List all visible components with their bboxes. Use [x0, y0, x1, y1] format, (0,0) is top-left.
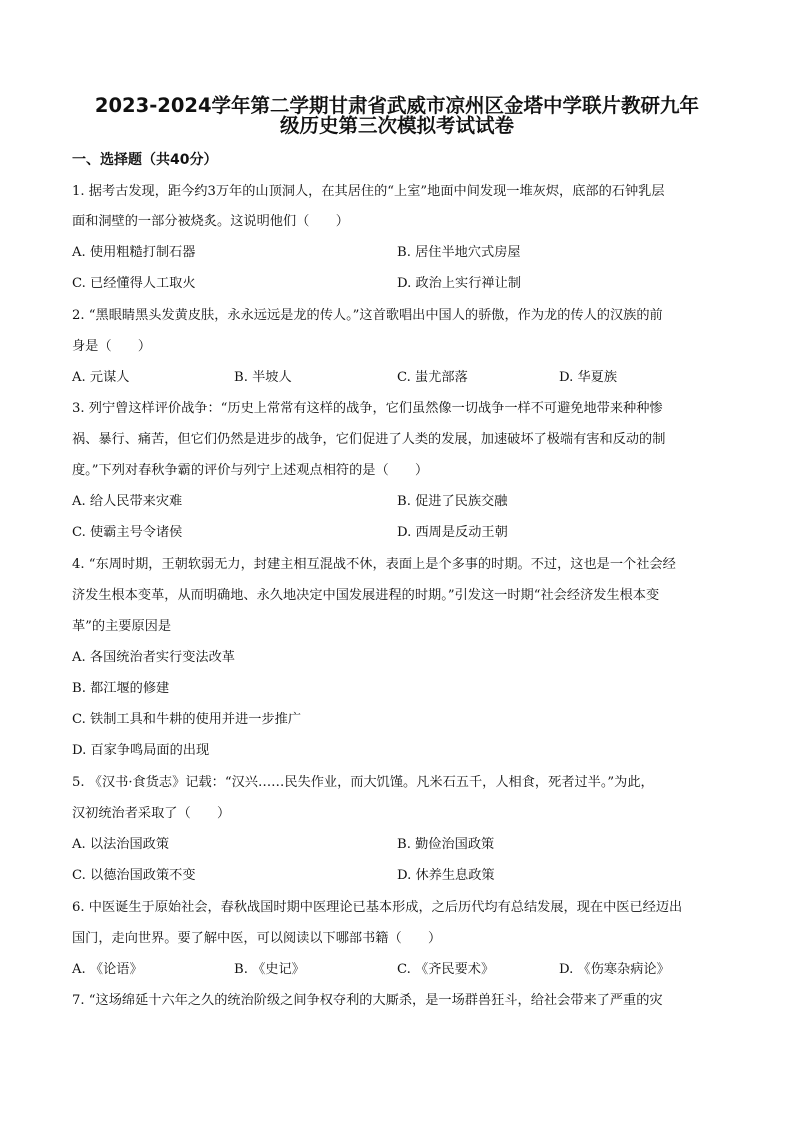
question-4-stem-line-1: 4. “东周时期，王朝软弱无力，封建主相互混战不休，表面上是个多事的时期。不过，这也是一个社会经: [72, 557, 676, 572]
section-heading: 一、选择题（共40分）: [72, 152, 218, 168]
question-6-option-a: A. 《论语》: [72, 962, 143, 977]
question-6-stem-line-1: 6. 中医诞生于原始社会，春秋战国时期中医理论已基本形成，之后历代均有总结发展，现在中医已经迈出: [72, 900, 683, 915]
question-6-option-d: D. 《伤寒杂病论》: [559, 962, 670, 977]
question-4-stem-line-3: 革”的主要原因是: [72, 619, 172, 634]
question-5-stem-line-2: 汉初统治者采取了（ ）: [72, 806, 231, 821]
question-4-option-d: D. 百家争鸣局面的出现: [72, 743, 210, 758]
question-1-stem-line-1: 1. 据考古发现，距今约3万年的山顶洞人，在其居住的“上室”地面中间发现一堆灰烬，底部的石钟乳层: [72, 184, 665, 199]
question-3-stem-line-1: 3. 列宁曾这样评价战争：“历史上常常有这样的战争，它们虽然像一切战争一样不可避免地带来种种惨: [72, 401, 663, 416]
question-1-stem-line-2: 面和洞壁的一部分被烧炙。这说明他们（ ）: [72, 214, 349, 229]
question-2-stem-line-1: 2. “黑眼睛黑头发黄皮肤，永永远远是龙的传人。”这首歌唱出中国人的骄傲，作为龙的传人的汉族的前: [72, 308, 663, 323]
question-4-option-a: A. 各国统治者实行变法改革: [72, 650, 235, 665]
question-4-stem-line-2: 济发生根本变革，从而明确地、永久地决定中国发展进程的时期。”引发这一时期“社会经济发生根本变: [72, 588, 660, 603]
question-5-option-c: C. 以德治国政策不变: [72, 868, 196, 883]
question-5-option-a: A. 以法治国政策: [72, 837, 170, 852]
question-5-option-b: B. 勤俭治国政策: [397, 837, 495, 852]
question-6-stem-line-2: 国门，走向世界。要了解中医，可以阅读以下哪部书籍（ ）: [72, 931, 442, 946]
exam-title-line-2: 级历史第三次模拟考试试卷: [279, 114, 514, 137]
question-2-option-c: C. 蚩尤部落: [397, 370, 468, 385]
question-2-stem-line-2: 身是（ ）: [72, 339, 152, 354]
question-2-option-a: A. 元谋人: [72, 370, 130, 385]
question-1-option-b: B. 居住半地穴式房屋: [397, 245, 521, 260]
question-6-option-c: C. 《齐民要术》: [397, 962, 495, 977]
exam-title-line-1: 2023-2024学年第二学期甘肃省武威市凉州区金塔中学联片教研九年: [94, 94, 700, 117]
question-2-option-b: B. 半坡人: [234, 370, 292, 385]
question-3-option-d: D. 西周是反动王朝: [397, 525, 508, 540]
question-3-option-c: C. 使霸主号令诸侯: [72, 525, 183, 540]
question-3-option-a: A. 给人民带来灾难: [72, 494, 183, 509]
question-2-option-d: D. 华夏族: [559, 370, 618, 385]
question-5-option-d: D. 休养生息政策: [397, 868, 495, 883]
question-3-stem-line-3: 度。”下列对春秋争霸的评价与列宁上述观点相符的是（ ）: [72, 463, 429, 478]
question-7-stem-line-1: 7. “这场绵延十六年之久的统治阶级之间争权夺利的大厮杀，是一场群兽狂斗，给社会带来了严重的灾: [72, 993, 663, 1008]
question-4-option-b: B. 都江堰的修建: [72, 681, 170, 696]
question-6-option-b: B. 《史记》: [234, 962, 305, 977]
question-5-stem-line-1: 5. 《汉书·食货志》记载：“汉兴……民失作业，而大饥馑。凡米石五千，人相食，死者过半。”为此，: [72, 775, 654, 790]
question-3-stem-line-2: 祸、暴行、痛苦，但它们仍然是进步的战争，它们促进了人类的发展，加速破坏了极端有害和反动的制: [72, 432, 666, 447]
question-1-option-c: C. 已经懂得人工取火: [72, 276, 196, 291]
question-1-option-a: A. 使用粗糙打制石器: [72, 245, 196, 260]
question-1-option-d: D. 政治上实行禅让制: [397, 276, 521, 291]
question-4-option-c: C. 铁制工具和牛耕的使用并进一步推广: [72, 712, 302, 727]
question-3-option-b: B. 促进了民族交融: [397, 494, 508, 509]
